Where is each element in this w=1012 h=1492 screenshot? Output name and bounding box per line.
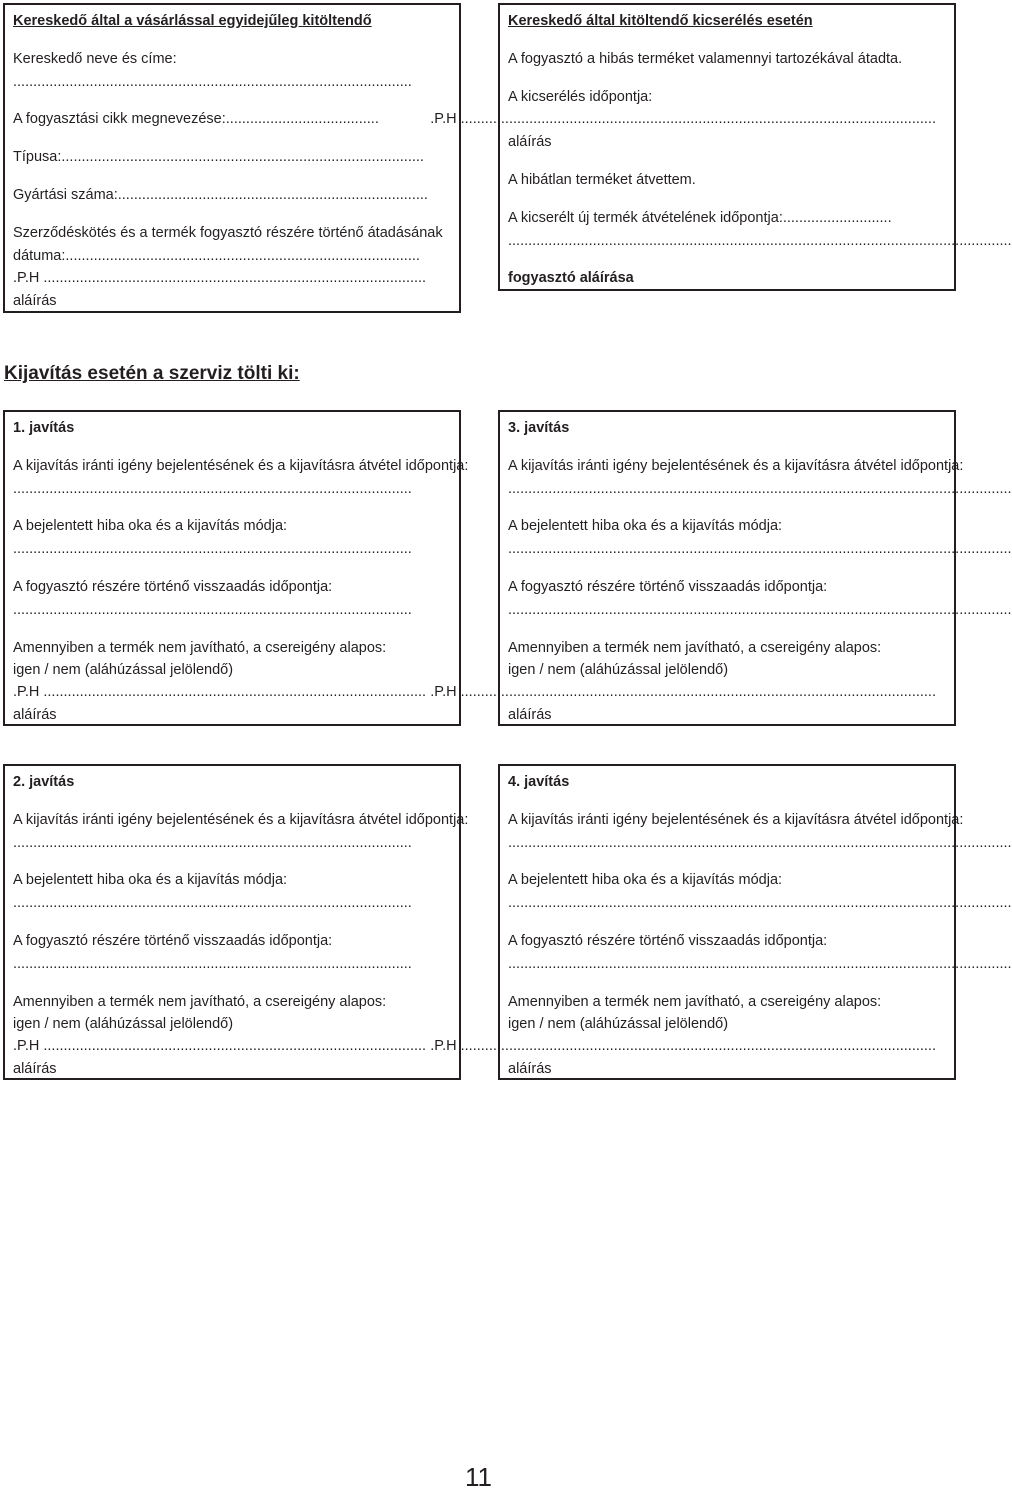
repair-box-2	[3, 764, 469, 1080]
fault-label: A bejelentett hiba oka és a kijavítás módja:	[508, 518, 783, 534]
repair-title: 2. javítás	[13, 774, 75, 790]
return-label: A fogyasztó részére történő visszaadás időpontja:	[13, 933, 333, 949]
replace-label: Amennyiben a termék nem javítható, a csereigény alapos:	[13, 994, 387, 1010]
contract-date-label: Szerződéskötés és a termék fogyasztó részére történő átadásának	[13, 225, 443, 241]
merchant-exchange-box	[430, 3, 1012, 291]
merchant-signature-label: aláírás	[13, 293, 57, 309]
claim-date-field[interactable]: .............................................................................................................................	[508, 481, 1012, 497]
fault-label: A bejelentett hiba oka és a kijavítás módja:	[13, 518, 288, 534]
yes-no-option[interactable]: igen / nem (aláhúzással jelölendő)	[13, 662, 234, 678]
repair-ph-line[interactable]: ............................................................................................... P.H.	[13, 684, 427, 700]
fault-label: A bejelentett hiba oka és a kijavítás módja:	[508, 872, 783, 888]
claim-label: A kijavítás iránti igény bejelentésének és a kijavításra átvétel időpontja:	[13, 812, 469, 828]
fault-label: A bejelentett hiba oka és a kijavítás módja:	[13, 872, 288, 888]
repair-signature-label: aláírás	[13, 707, 57, 723]
repair-ph-line[interactable]: ...................................................................................................................... P.H.	[430, 1038, 936, 1054]
return-date-field[interactable]: ...................................................................................................	[13, 956, 412, 972]
new-receipt-date-field[interactable]: A kicserélt új termék átvételének időpontja:...........................	[508, 210, 892, 226]
service-section-heading: Kijavítás esetén a szerviz tölti ki:	[4, 363, 300, 384]
repair-signature-label: aláírás	[508, 707, 552, 723]
claim-label: A kijavítás iránti igény bejelentésének és a kijavításra átvétel időpontja:	[508, 458, 964, 474]
yes-no-option[interactable]: igen / nem (aláhúzással jelölendő)	[13, 1016, 234, 1032]
exchange-signature-label: aláírás	[508, 134, 552, 150]
repair-box-1	[3, 410, 469, 726]
contract-date-field[interactable]: dátuma:........................................................................................	[13, 248, 420, 264]
replace-label: Amennyiben a termék nem javítható, a csereigény alapos:	[13, 640, 387, 656]
repair-box-4	[430, 764, 1012, 1080]
return-date-field[interactable]: .............................................................................................................................	[508, 602, 1012, 618]
repair-title: 3. javítás	[508, 420, 570, 436]
product-type-field[interactable]: Típusa:..........................................................................................	[13, 149, 424, 165]
exchange-ph-line[interactable]: ...................................................................................................................... P.H.	[430, 111, 936, 127]
claim-date-field[interactable]: ...................................................................................................	[13, 835, 412, 851]
new-receipt-dots[interactable]: .............................................................................................................................	[508, 233, 1012, 249]
replace-label: Amennyiben a termék nem javítható, a csereigény alapos:	[508, 994, 882, 1010]
repair-ph-line[interactable]: ............................................................................................... P.H.	[13, 1038, 427, 1054]
repair-ph-line[interactable]: ...................................................................................................................... P.H.	[430, 684, 936, 700]
merchant-exchange-title: Kereskedő által kitöltendő kicserélés esetén	[508, 13, 813, 29]
claim-date-field[interactable]: ...................................................................................................	[13, 481, 412, 497]
product-name-field[interactable]: A fogyasztási cikk megnevezése:......................................	[13, 111, 379, 127]
merchant-ph-line[interactable]: ............................................................................................... P.H.	[13, 270, 427, 286]
merchant-purchase-title: Kereskedő által a vásárlással egyidejűleg kitöltendő	[13, 13, 372, 29]
return-label: A fogyasztó részére történő visszaadás időpontja:	[508, 933, 828, 949]
merchant-purchase-box	[3, 3, 461, 313]
fault-field[interactable]: .............................................................................................................................	[508, 895, 1012, 911]
claim-label: A kijavítás iránti igény bejelentésének és a kijavításra átvétel időpontja:	[13, 458, 469, 474]
yes-no-option[interactable]: igen / nem (aláhúzással jelölendő)	[508, 1016, 729, 1032]
page-number: 11	[465, 1462, 492, 1492]
repair-signature-label: aláírás	[508, 1061, 552, 1077]
return-label: A fogyasztó részére történő visszaadás időpontja:	[508, 579, 828, 595]
claim-date-field[interactable]: .............................................................................................................................	[508, 835, 1012, 851]
repair-title: 1. javítás	[13, 420, 75, 436]
merchant-name-label[interactable]: Kereskedő neve és címe:	[13, 51, 177, 67]
fault-field[interactable]: .............................................................................................................................	[508, 541, 1012, 557]
return-date-field[interactable]: ...................................................................................................	[13, 602, 412, 618]
return-label: A fogyasztó részére történő visszaadás időpontja:	[13, 579, 333, 595]
repair-title: 4. javítás	[508, 774, 570, 790]
fault-field[interactable]: ...................................................................................................	[13, 541, 412, 557]
merchant-name-field[interactable]: ...................................................................................................	[13, 74, 412, 90]
fault-field[interactable]: ...................................................................................................	[13, 895, 412, 911]
repair-signature-label: aláírás	[13, 1061, 57, 1077]
replace-label: Amennyiben a termék nem javítható, a csereigény alapos:	[508, 640, 882, 656]
return-date-field[interactable]: .............................................................................................................................	[508, 956, 1012, 972]
received-text: A hibátlan terméket átvettem.	[508, 172, 696, 188]
yes-no-option[interactable]: igen / nem (aláhúzással jelölendő)	[508, 662, 729, 678]
exchange-date-label: A kicserélés időpontja:	[508, 89, 653, 105]
repair-box-3	[430, 410, 1012, 726]
consumer-signature-label: fogyasztó aláírása	[508, 270, 634, 286]
claim-label: A kijavítás iránti igény bejelentésének és a kijavításra átvétel időpontja:	[508, 812, 964, 828]
serial-number-field[interactable]: Gyártási száma:.............................................................................	[13, 187, 428, 203]
handover-text: A fogyasztó a hibás terméket valamennyi tartozékával átadta.	[508, 51, 903, 67]
